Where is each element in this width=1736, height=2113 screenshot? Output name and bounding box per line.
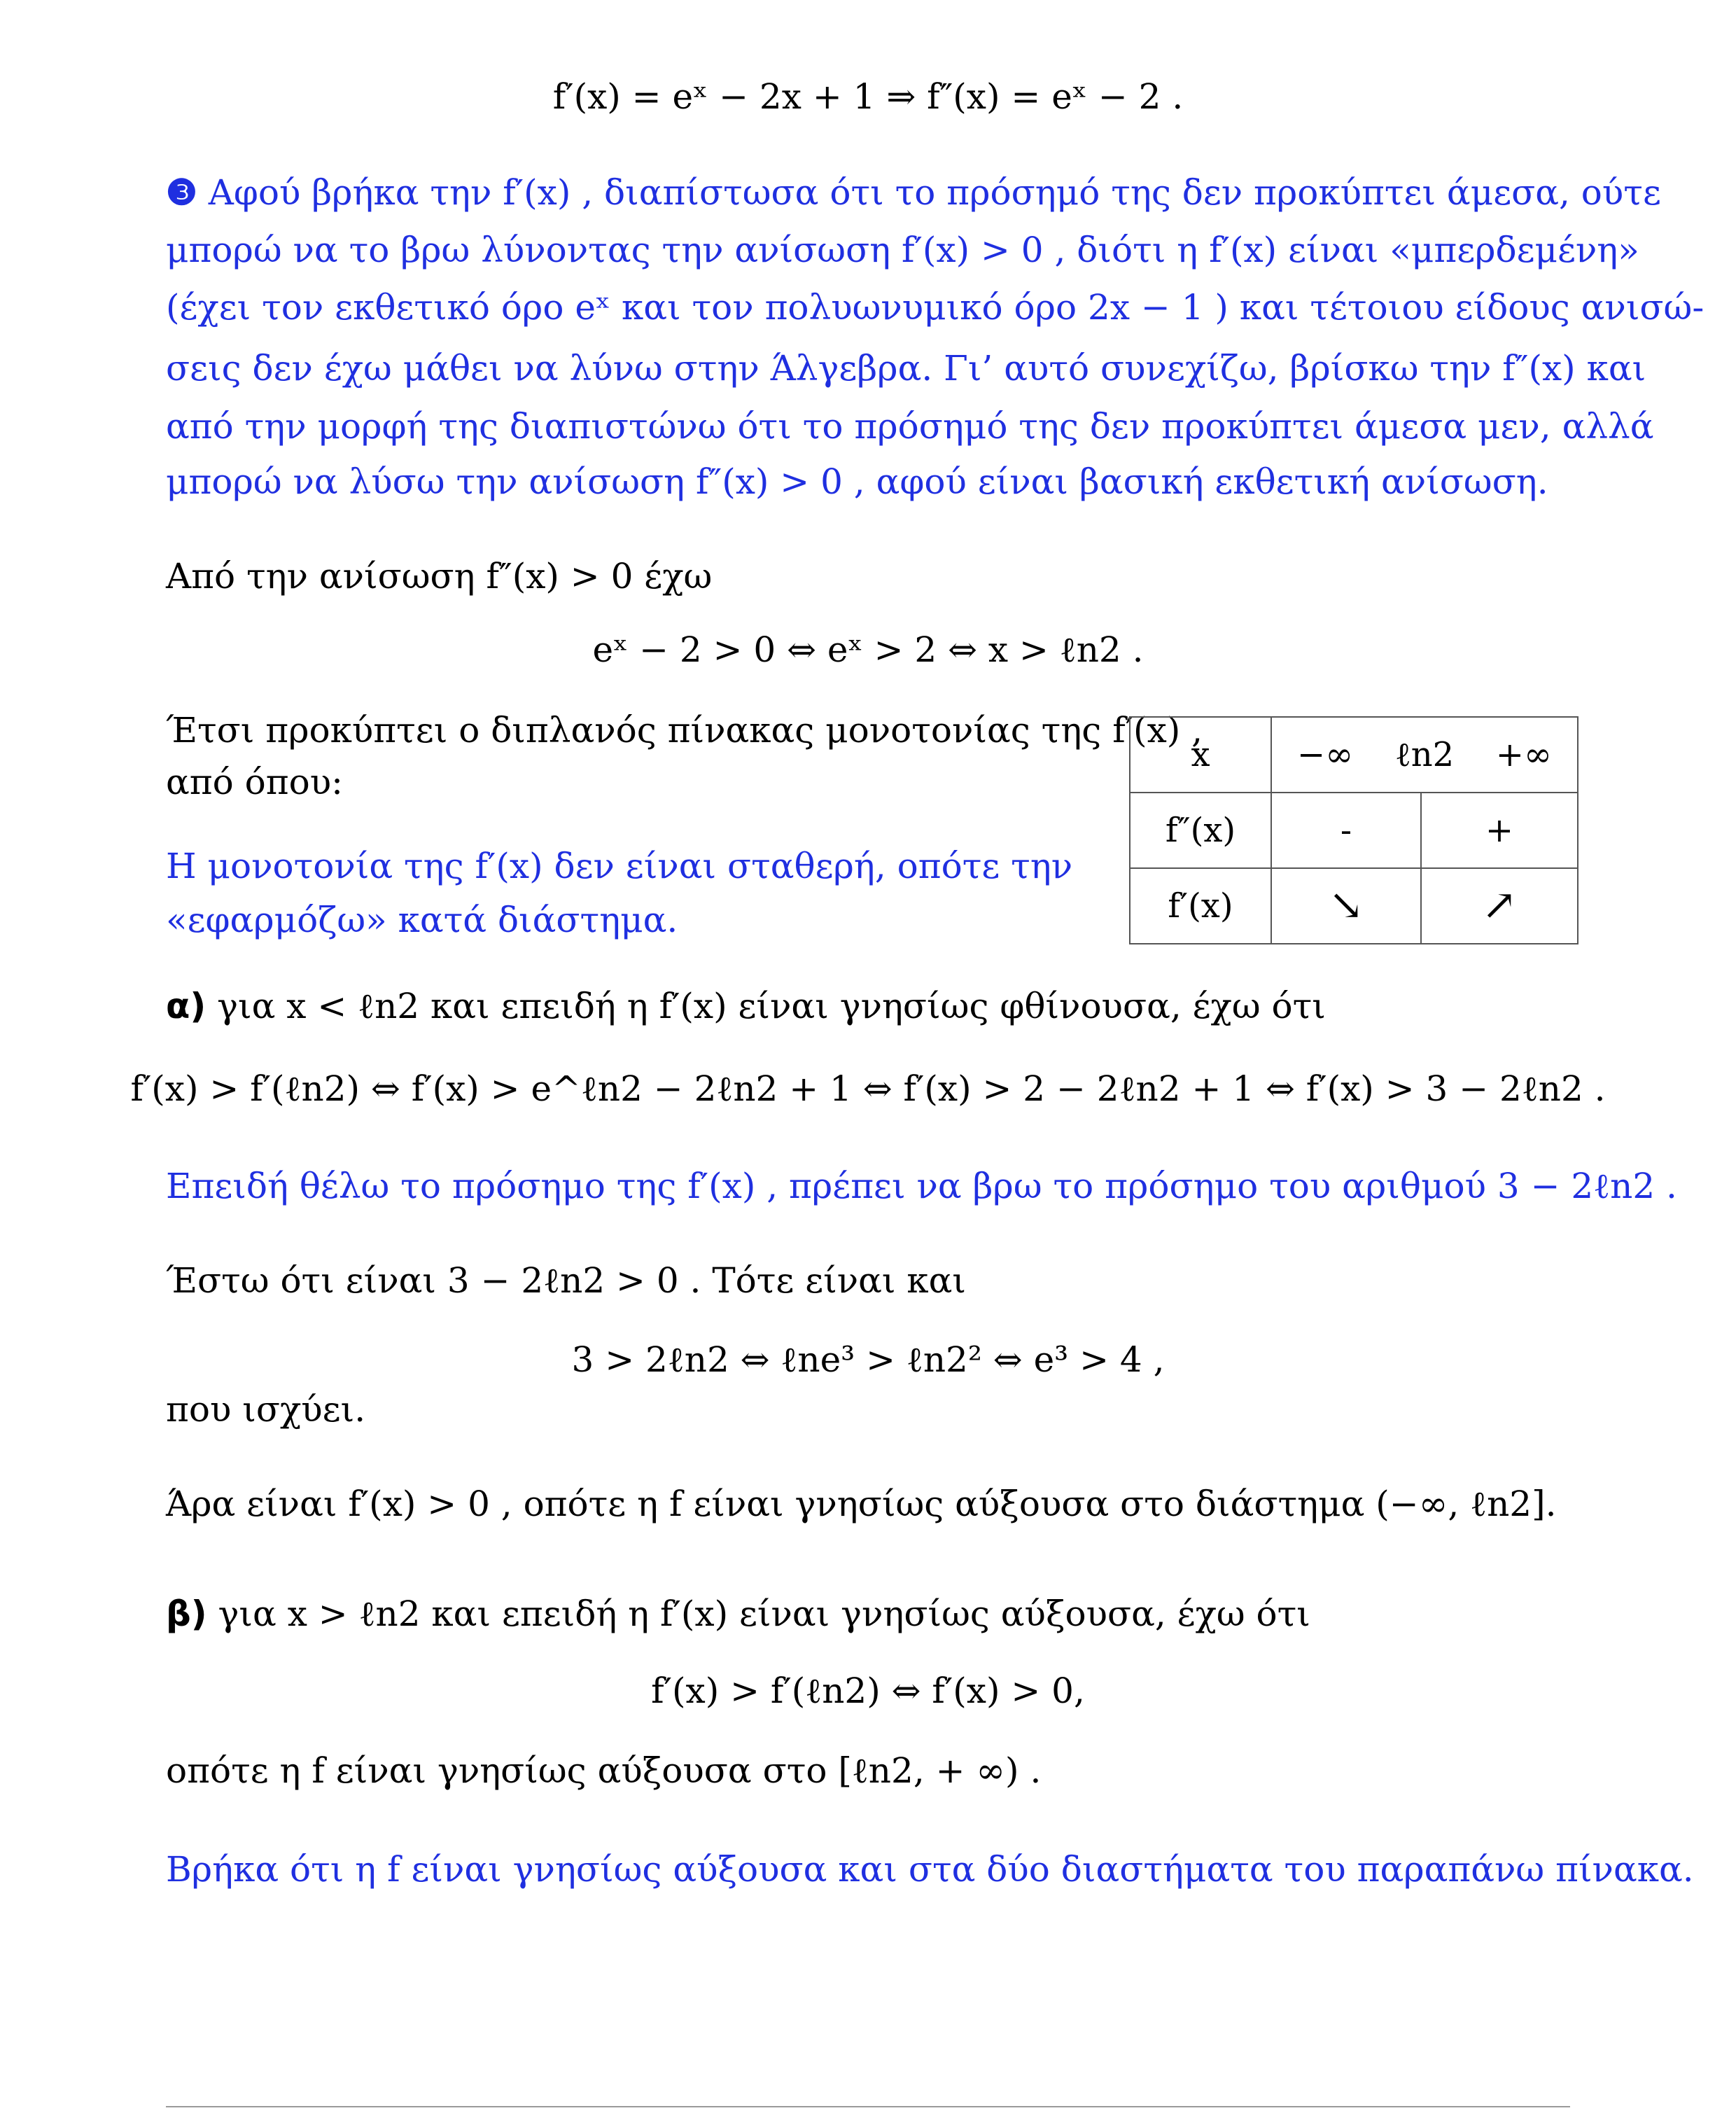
header-ln2: ℓn2 [1394, 735, 1455, 774]
case-b-text: για x > ℓn2 και επειδή η f′(x) είναι γνησίως αύξουσα, έχω ότι [206, 1594, 1310, 1634]
increasing-arrow-cell [1421, 868, 1578, 944]
equation-inequality-solution: eˣ − 2 > 0 ⇔ eˣ > 2 ⇔ x > ℓn2 . [592, 629, 1144, 670]
blue-final-note: Βρήκα ότι η f είναι γνησίως αύξουσα και στα δύο διαστήματα του παραπάνω πίνακα. [166, 1849, 1694, 1890]
footer-divider [166, 2106, 1570, 2107]
case-a-line [166, 985, 1326, 1027]
header-x: x [1130, 717, 1271, 793]
label-first-derivative: f′(x) [1130, 868, 1271, 944]
step3-line1-text: Αφού βρήκα την f′(x) , διαπίστωσα ότι το πρόσημό της δεν προκύπτει άμεσα, ούτε [197, 172, 1661, 213]
blue-monotonicity-note-line2: «εφαρμόζω» κατά διάστημα. [166, 900, 678, 940]
equation-case-b: f′(x) > f′(ℓn2) ⇔ f′(x) > 0, [651, 1671, 1085, 1711]
text-from-where: από όπου: [166, 762, 343, 802]
case-b-label: β) [166, 1594, 207, 1634]
paragraph-step3-line6: μπορώ να λύσω την ανίσωση f″(x) > 0 , αφού είναι βασική εκθετική ανίσωση. [166, 461, 1548, 502]
text-from-inequality: Από την ανίσωση f″(x) > 0 έχω [166, 556, 713, 597]
decreasing-arrow-icon: ↘ [1328, 881, 1364, 930]
paragraph-step3-line1 [166, 172, 1661, 214]
case-b-line [166, 1593, 1310, 1635]
sign-left: - [1271, 793, 1421, 868]
case-a-text: για x < ℓn2 και επειδή η f′(x) είναι γνησίως φθίνουσα, έχω ότι [206, 986, 1326, 1026]
paragraph-step3-line3: (έχει τον εκθετικό όρο eˣ και τον πολυωνυμικό όρο 2x − 1 ) και τέτοιου είδους ανισώ- [166, 287, 1704, 328]
paragraph-step3-line4: σεις δεν έχω μάθει να λύνω στην Άλγεβρα. Γι’ αυτό συνεχίζω, βρίσκω την f″(x) και [166, 348, 1646, 389]
equation-derivatives: f′(x) = eˣ − 2x + 1 ⇒ f″(x) = eˣ − 2 . [552, 76, 1184, 117]
blue-sign-note: Επειδή θέλω το πρόσημο της f′(x) , πρέπει να βρω το πρόσημο του αριθμού 3 − 2ℓn2 . [166, 1166, 1677, 1206]
equation-case-a: f′(x) > f′(ℓn2) ⇔ f′(x) > e^ℓn2 − 2ℓn2 + 1 ⇔ f′(x) > 2 − 2ℓn2 + 1 ⇔ f′(x) > 3 − 2ℓn2 . [130, 1068, 1606, 1109]
sign-right: + [1421, 793, 1578, 868]
header-intervals [1271, 717, 1578, 793]
table-header-row [1130, 717, 1578, 793]
text-conclusion-a: Άρα είναι f′(x) > 0 , οπότε η f είναι γνησίως αύξουσα στο διάστημα (−∞, ℓn2]. [166, 1484, 1557, 1524]
step-3-marker: ❸ [166, 172, 197, 213]
paragraph-step3-line5: από την μορφή της διαπιστώνω ότι το πρόσημό της δεν προκύπτει άμεσα μεν, αλλά [166, 406, 1654, 447]
equation-assume: 3 > 2ℓn2 ⇔ ℓne³ > ℓn2² ⇔ e³ > 4 , [571, 1339, 1165, 1380]
monotonicity-table [1129, 716, 1578, 944]
header-plus-infinity: +∞ [1495, 735, 1552, 774]
text-assume: Έστω ότι είναι 3 − 2ℓn2 > 0 . Τότε είναι και [166, 1260, 967, 1301]
header-minus-infinity: −∞ [1297, 735, 1354, 774]
paragraph-step3-line2: μπορώ να το βρω λύνοντας την ανίσωση f′(x) > 0 , διότι η f′(x) είναι «μπερδεμένη» [166, 230, 1639, 270]
decreasing-arrow-cell [1271, 868, 1421, 944]
table-row-first-derivative [1130, 868, 1578, 944]
blue-monotonicity-note-line1: Η μονοτονία της f′(x) δεν είναι σταθερή, οπότε την [166, 846, 1073, 886]
label-second-derivative: f″(x) [1130, 793, 1271, 868]
text-conclusion-b: οπότε η f είναι γνησίως αύξουσα στο [ℓn2, + ∞) . [166, 1750, 1042, 1791]
text-table-intro: Έτσι προκύπτει ο διπλανός πίνακας μονοτονίας της f′(x) , [166, 710, 1203, 751]
text-holds: που ισχύει. [166, 1389, 366, 1430]
table-row-second-derivative [1130, 793, 1578, 868]
case-a-label: α) [166, 986, 206, 1026]
increasing-arrow-icon: ↗ [1481, 881, 1518, 930]
